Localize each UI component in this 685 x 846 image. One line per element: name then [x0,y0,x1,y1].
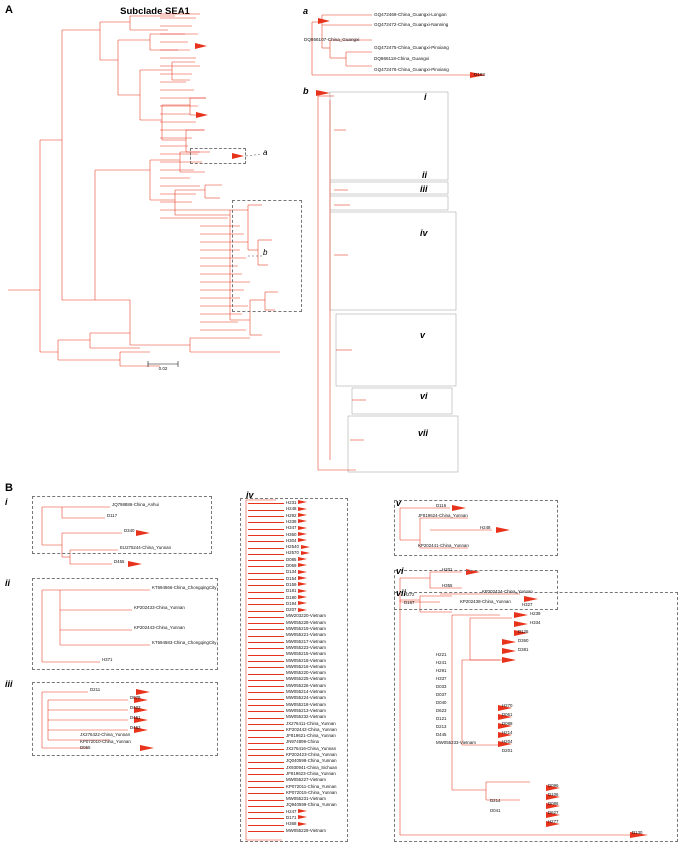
groupB-iv-arrow-icon [298,563,307,567]
groupB-iii-tip: D403 [130,705,141,710]
groupB-vii-tip: D126 [518,629,529,634]
groupB-iv-arrow-icon [298,513,307,517]
groupB-ii-tip: KT694566-China_ChongqingCity [152,585,217,590]
groupB-vi-label: vi [396,566,404,576]
groupB-vii-tip: D037 [436,692,447,697]
groupB-iv-branch [248,667,284,668]
groupB-iv-tip: KP202423-China_Yunnan [286,752,337,757]
groupB-vi-tip: H355 [442,583,453,588]
groupB-iv-branch [248,611,284,612]
groupB-iv-arrow-icon [298,576,307,580]
groupB-vii-tip: MW055233-Vietnam [436,740,476,745]
groupB-vii-tip: D213 [436,724,447,729]
groupB-v-tip: JF819624-China_Yunnan [418,513,468,518]
groupB-iii-tip: D451 [130,715,141,720]
groupB-iv-tip: MW055225-Vietnam [286,676,326,682]
groupB-iv-tip: MW055214-Vietnam [286,689,326,694]
groupB-iv-tip: MW055218-Vietnam [286,657,326,663]
groupB-iv-branch [248,636,284,637]
groupB-iv-branch [248,674,284,675]
groupB-iv-tip: H2540 [286,544,299,550]
groupB-iv-branch [248,541,284,542]
groupB-i-label: i [5,497,8,507]
groupB-iv-branch [248,566,284,567]
groupB-v-label: v [396,498,402,508]
groupB-iv-branch [248,818,284,819]
groupB-iv-arrow-icon [298,822,307,826]
groupB-iv-branch [248,510,284,511]
groupB-iv-arrow-icon [298,582,307,586]
groupB-iv-branch [248,573,284,574]
panel-b-letter: B [5,482,13,494]
groupB-iv-branch [248,800,284,801]
groupB-v-tip: H248 [480,525,491,530]
inset-a-tip: GQ472469-China_Guangxi-Longan [374,12,447,17]
groupB-iv-branch [248,604,284,605]
inset-b-group-label: ii [422,170,428,180]
groupB-iv-branch [248,529,284,530]
groupB-iv-tip: MW055213-Vietnam [286,707,326,713]
groupB-iv-branch [248,743,284,744]
groupB-iv-tip: MW055220-Vietnam [286,670,326,676]
groupB-vii-tip: D106 [548,792,559,797]
scale-bar-label: 0.02 [158,366,168,371]
inset-a-label: a [303,6,309,16]
groupB-iv-branch [248,579,284,580]
groupB-iv-tip: JF819621-China_Yunnan [286,733,336,739]
groupB-iv-branch [248,661,284,662]
groupB-vii-tip: D627 [548,810,559,815]
inset-b-group-label: v [420,330,426,340]
inset-b-group-label: iv [420,228,428,238]
groupB-vii-tip: D201 [502,748,513,753]
groupB-iv-branch [248,781,284,782]
groupB-iv-branch [248,787,284,788]
groupB-iv-tip: H2570 [286,550,299,556]
groupB-iv-tip: D207 [286,607,297,613]
groupB-iv-branch [248,592,284,593]
groupB-iv-tip: JX930941-China_Sichuan [286,764,338,770]
groupB-vii-tip: H239 [530,611,541,616]
groupB-iv-tip: MW055224-Vietnam [286,695,326,701]
groupB-vii-tip: D040 [436,700,447,705]
groupB-iv-branch [248,755,284,756]
groupB-iv-branch [248,793,284,794]
groupB-vii-tip: H277 [548,819,559,824]
groupB-vii-tip: D041 [490,808,501,813]
groupB-iv-tip: MW055228-Vietnam [286,619,326,625]
groupB-iv-tip: H247 [286,808,297,814]
groupB-vii-tip: D088 [502,721,513,726]
groupB-i-tip: D340 [124,528,135,533]
groupB-iv-branch [248,623,284,624]
groupB-vii-tip: D130 [632,830,643,835]
groupB-iv-branch [248,516,284,517]
groupB-iv-branch [248,711,284,712]
groupB-iv-label: iv [246,490,254,500]
groupB-iv-branch [248,686,284,687]
groupB-iv-tip: D171 [286,815,297,820]
groupB-iv-arrow-icon [301,551,310,555]
groupB-iv-tip: D134 [286,569,297,575]
groupB-iii-tip: JX276422-China_Yunnan [80,732,131,737]
groupB-iv-branch [248,806,284,807]
groupB-iv-tip: D181 [286,588,297,594]
groupB-vii-tip: D360 [518,638,529,643]
groupB-ii-tip: KT694583-China_ChongqingCity [152,640,217,645]
groupB-iv-branch [248,585,284,586]
groupB-iii-tip: KP072010-China_Yunnan [80,739,131,744]
groupB-iv-branch [248,503,284,504]
groupB-iv-tip: D194 [286,600,297,606]
inset-b-group-label: vi [420,391,428,401]
groupB-iv-tip: MW055216-Vietnam [286,663,326,669]
groupB-iv-tip: MW055229-Vietnam [286,827,326,833]
groupB-iv-arrow-icon [298,532,307,536]
groupB-iv-branch [248,724,284,725]
groupB-iii-tip: D055 [80,745,91,750]
main-tree-branches [8,16,280,366]
groupB-iv-tip: MW055232-Vietnam [286,714,326,720]
groupB-iv-tip: JF819623-China_Yunnan [286,770,336,776]
groupB-iv-tip: MW055219-Vietnam [286,626,326,631]
groupB-vii-tip: H272 [404,592,415,597]
groupB-iv-branch [248,812,284,813]
groupB-iv-arrow-icon [298,595,307,599]
groupB-iv-arrow-icon [298,589,307,593]
groupB-iv-tip: D069 [286,563,297,568]
page-title: Subclade SEA1 [120,6,190,17]
groupB-iv-arrow-icon [298,815,307,819]
groupB-vii-label: vii [396,588,407,598]
groupB-iv-tip: H231 [286,500,297,505]
groupB-iv-tip: MW055217-Vietnam [286,638,326,644]
groupB-iv-tip: JQ940599-China_Yunnan [286,802,337,808]
inset-a-tip: DQ866107-China_Guangxi [304,37,360,42]
groupB-i-tip: D117 [107,513,118,518]
inset-b-group-label: vii [418,428,429,438]
groupB-iv-arrow-icon [298,519,307,523]
inset-b-group-label: iii [420,184,428,194]
groupB-i-tip: JQ798886-China_Anhui [112,502,159,507]
groupB-iv-branch [248,522,284,523]
groupB-iv-branch [248,705,284,706]
groupB-iv-branch [248,535,284,536]
groupB-vii-tip: H291 [436,668,447,673]
groupB-iv-tip: H360 [286,531,297,537]
groupB-iv-tip: H248 [286,506,297,512]
groupB-iv-arrow-icon [298,608,307,612]
groupB-vii-tip: D086 [548,801,559,806]
groupB-iv-tip: MW055223-Vietnam [286,644,326,650]
groupB-iv-arrow-icon [298,570,307,574]
groupB-iv-tip: D180 [286,594,297,600]
groupB-iv-tip: MW055231-Vietnam [286,796,326,802]
groupB-v-tip: D116 [436,503,447,508]
groupB-vii-tip: D623 [436,708,447,713]
groupB-iv-tip: H292 [286,512,297,518]
inset-a-region-box [190,148,246,164]
groupB-ii-label: ii [5,578,11,588]
groupB-vii-tip: H241 [436,660,447,665]
groupB-iv-branch [248,718,284,719]
groupB-iv-branch [248,680,284,681]
groupB-iv-branch [248,598,284,599]
groupB-iv-tip: JQ040598-China_Yunnan [286,758,337,764]
groupB-vii-tip: H327 [522,602,533,607]
groupB-iv-branch [248,831,284,832]
inset-b-label: b [303,86,309,96]
groupB-ii-tip: KP202433-China_Yunnan [134,605,185,610]
groupB-vii-tip: D381 [518,647,529,652]
inset-b-region-label: b [263,248,268,257]
groupB-iv-tip: KP202442-China_Yunnan [286,726,337,732]
groupB-iv-branch [248,655,284,656]
groupB-iv-arrow-icon [298,526,307,530]
groupB-iv-tip: JN974899-China [286,739,319,745]
groupB-iv-branch [248,617,284,618]
groupB-i-tip: EU275244-China_Yunnan [120,545,172,550]
groupB-iii-tip: D211 [90,687,101,692]
groupB-vii-tip: D121 [436,716,447,721]
groupB-ii-box [32,578,218,670]
panel-a-letter: A [5,4,13,16]
groupB-vii-tip: D096 [548,783,559,788]
groupB-iv-arrow-icon [298,601,307,605]
groupB-vi-tip: H201 [442,567,453,572]
groupB-iv-tip: H347 [286,525,297,531]
inset-a-tip: D182 [474,72,485,77]
groupB-iv-branch [248,749,284,750]
groupB-iv-tip: KP072015-China_Yunnan [286,789,337,795]
inset-a-tip: GQ472472-China_Guangxi-Nanning [374,22,449,27]
groupB-iv-tip: MW055221-Vietnam [286,632,326,638]
groupB-vi-tip: KP202424-China_Yunnan [482,589,533,594]
groupB-iv-tip: MW055218-Vietnam [286,701,326,707]
groupB-iv-branch [248,648,284,649]
groupB-vii-tip: D167 [404,600,415,605]
groupB-iv-tip: JX276411-China_Yunnan [286,720,336,726]
groupB-iv-branch [248,774,284,775]
groupB-iv-tip: JX276416-China_Yunnan [286,745,337,751]
groupB-vii-tip: H204 [502,739,513,744]
groupB-iv-tip: MW055226-Vietnam [286,682,326,688]
groupB-iv-arrow-icon [298,500,307,504]
groupB-iv-tip: H368 [286,821,297,827]
groupB-iv-branch [248,642,284,643]
inset-a-tip: GQ472476-China_Guangxi-Pinxiang [374,67,449,72]
groupB-vii-tip: D061 [502,712,513,717]
groupB-iv-branch [248,825,284,826]
groupB-iv-branch [248,699,284,700]
inset-a-tip: GQ472475-China_Guangxi-Pinxiang [374,45,449,50]
groupB-iv-branch [248,762,284,763]
groupB-iv-branch [248,730,284,731]
inset-a-tip: DQ866118-China_Guangxi [374,56,430,61]
groupB-ii-tip: KP202443-China_Yunnan [134,625,185,630]
groupB-iv-branch [248,548,284,549]
groupB-iv-arrow-icon [301,545,310,549]
groupB-iv-tip: H339 [286,518,297,524]
groupB-iv-branch [248,560,284,561]
groupB-ii-tip: H371 [102,657,113,662]
groupB-iii-label: iii [5,679,13,689]
groupB-iv-tip: MW055227-Vietnam [286,777,326,783]
groupB-v-tip: KP202441-China_Yunnan [418,543,469,548]
groupB-iv-branch [248,629,284,630]
inset-b-group-label: i [424,92,427,102]
groupB-iv-branch [248,737,284,738]
groupB-iii-tip: D078 [130,695,141,700]
groupB-iv-tip: MW055215-Vietnam [286,651,326,657]
groupB-iv-tip: D085 [286,556,297,562]
groupB-vii-tip: H337 [436,676,447,681]
groupB-iv-branch [248,692,284,693]
groupB-vii-tip: H214 [502,730,513,735]
groupB-iv-tip: H304 [286,537,297,543]
groupB-vii-tip: D445 [436,732,447,737]
groupB-vii-tip: D214 [490,798,501,803]
groupB-vi-tip: KP202438-China_Yunnan [460,599,511,604]
groupB-iii-tip: D453 [130,725,141,730]
groupB-iv-tip: D154 [286,575,297,581]
groupB-iv-arrow-icon [298,538,307,542]
groupB-iv-tip: D159 [286,581,297,587]
groupB-iv-branch [248,554,284,555]
groupB-iv-tip: MW203220-Vietnam [286,613,326,619]
groupB-vii-tip: H334 [530,620,541,625]
groupB-i-tip: D455 [114,559,125,564]
groupB-iv-branch [248,768,284,769]
inset-a-region-label: a [263,148,268,157]
groupB-iv-tip: KP072011-China_Yunnan [286,783,337,789]
groupB-vii-tip: H221 [436,652,447,657]
groupB-vii-tip: D033 [436,684,447,689]
groupB-iv-arrow-icon [298,557,307,561]
groupB-iv-arrow-icon [298,809,307,813]
groupB-vii-tip: H270 [502,703,513,708]
groupB-iv-arrow-icon [298,507,307,511]
